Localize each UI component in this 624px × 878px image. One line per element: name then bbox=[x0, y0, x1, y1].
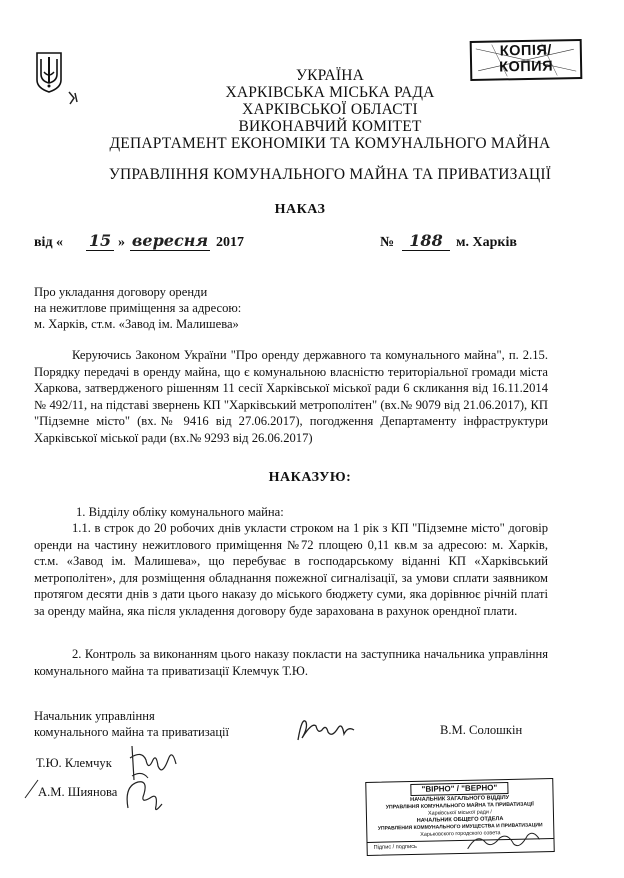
copy-stamp-text: КОПІЯ/ КОПИЯ bbox=[499, 42, 554, 76]
date-mid: » bbox=[118, 235, 125, 250]
verified-stamp-signature-icon bbox=[463, 827, 543, 853]
verified-stamp-line-2: УПРАВЛІННЯ КОМУНАЛЬНОГО МАЙНА ТА ПРИВАТИЗАЦІЇ bbox=[385, 801, 534, 811]
approval-name-2: А.М. Шиянова bbox=[38, 785, 118, 799]
preamble-paragraph: Керуючись Законом України "Про оренду державного та комунального майна", п. 2.15. Порядку передачі в оренду майна, що є комунальною власністю територіальної громади міста Харкова, затвердженого рішенням 11 сесії Харківської міської ради 6 скликання від 16.11.2014 № 492/11, на підставі звернень КП "Харківський метрополітен" (вх.№ 9079 від 21.06.2017), КП "Підземне місто" (вх.№ 9416 від 27.06.2017), погодження Департаменту інфраструктури Харківської міської ради (вх.№ 9293 від 26.06.2017) bbox=[34, 348, 548, 445]
item-1-title: 1. Відділу обліку комунального майна: bbox=[76, 505, 284, 519]
punch-mark-icon bbox=[66, 90, 80, 106]
signature-position-line-2: комунального майна та приватизації bbox=[34, 725, 230, 739]
approval-name-1: Т.Ю. Клемчук bbox=[36, 756, 112, 770]
verified-stamp-line-6: Харьковского городского совета bbox=[420, 830, 501, 838]
order-city: м. Харків bbox=[456, 235, 517, 250]
signature-name: В.М. Солошкін bbox=[440, 723, 523, 737]
subject-line-2: на нежитлове приміщення за адресою: bbox=[34, 301, 242, 315]
date-row bbox=[34, 231, 594, 256]
signature-position-line-1: Начальник управління bbox=[34, 709, 155, 723]
header-directorate: УПРАВЛІННЯ КОМУНАЛЬНОГО МАЙНА ТА ПРИВАТИЗАЦІЇ bbox=[108, 166, 552, 183]
header-city-council: ХАРКІВСЬКА МІСЬКА РАДА bbox=[225, 84, 435, 101]
order-word: НАКАЗУЮ: bbox=[268, 470, 352, 485]
header-executive-committee: ВИКОНАВЧИЙ КОМІТЕТ bbox=[238, 118, 422, 135]
subject-line-1: Про укладання договору оренди bbox=[34, 285, 208, 299]
verified-stamp-line-5: УПРАВЛЕНИЯ КОММУНАЛЬНОГО ИМУЩЕСТВА И ПРИВАТИЗАЦИИ bbox=[377, 822, 543, 832]
header-ukraine: УКРАЇНА bbox=[295, 67, 365, 84]
subject-line-3: м. Харків, ст.м. «Завод ім. Малишева» bbox=[34, 317, 239, 331]
verified-stamp-line-3: Харківської міської ради / bbox=[427, 809, 492, 817]
date-day: 15 bbox=[86, 231, 114, 251]
coat-of-arms-icon bbox=[34, 50, 64, 94]
date-month: вересня bbox=[131, 231, 209, 250]
verified-stamp bbox=[365, 778, 555, 856]
number-sign: № bbox=[380, 235, 395, 250]
director-signature-icon bbox=[292, 712, 362, 746]
header-department: ДЕПАРТАМЕНТ ЕКОНОМІКИ ТА КОМУНАЛЬНОГО МАЙНА bbox=[109, 135, 551, 152]
date-prefix: від « bbox=[34, 235, 64, 250]
approval-signature-2-icon bbox=[118, 768, 172, 816]
verified-stamp-line-1: НАЧАЛЬНИК ЗАГАЛЬНОГО ВІДДІЛУ bbox=[410, 794, 510, 804]
item-2-paragraph: 2. Контроль за виконанням цього наказу покласти на заступника начальника управління комунального майна та приватизації Клемчук Т.Ю. bbox=[34, 647, 548, 678]
order-number: 188 bbox=[402, 231, 450, 251]
verified-stamp-title: "ВІРНО" / "ВЕРНО" bbox=[410, 782, 508, 796]
order-title: НАКАЗ bbox=[274, 202, 326, 217]
date-year: 2017 bbox=[216, 235, 244, 250]
verified-stamp-sign-label: Підпис / подпись bbox=[373, 843, 417, 851]
header-oblast: ХАРКІВСЬКОЇ ОБЛАСТІ bbox=[242, 101, 418, 118]
verified-stamp-line-4: НАЧАЛЬНИК ОБЩЕГО ОТДЕЛА bbox=[416, 816, 504, 824]
item-1-1-paragraph: 1.1. в строк до 20 робочих днів укласти строком на 1 рік з КП "Підземне місто" договір оренди на частину нежитлового приміщення №72 площею 0,11 кв.м за адресою: м. Харків, ст.м. «Завод ім. Малишева», що перебуває в господарському віданні КП «Харківський метрополітен», для розміщення обладнання пожежної сигналізації, за умови сплати заявником протягом десяти днів з дати цього наказу до міського бюджету суми, яка дорівнює річній платі за оренду майна, яка після укладення договору буде зарахована в рахунок орендної плати. bbox=[34, 521, 548, 618]
